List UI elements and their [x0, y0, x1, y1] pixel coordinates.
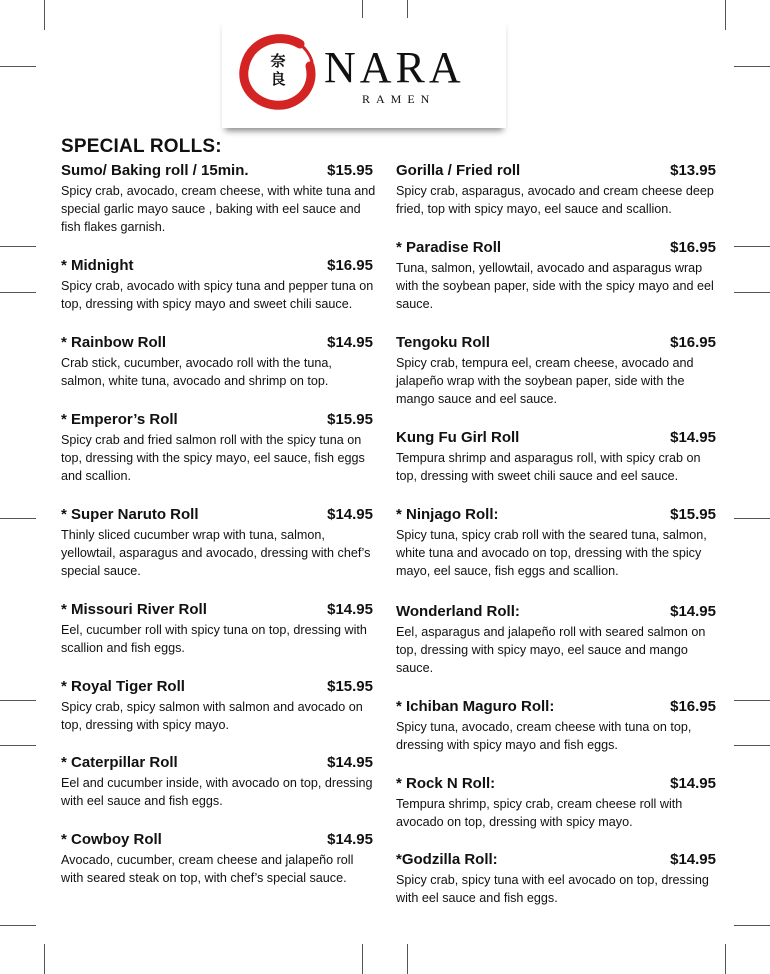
- menu-item: [61, 255, 377, 313]
- crop-mark: [734, 292, 770, 293]
- item-description: Spicy crab, asparagus, avocado and cream cheese deep fried, top with spicy mayo, eel sauce and scallion.: [396, 184, 714, 216]
- item-name: Sumo/ Baking roll / 15min.: [61, 162, 249, 179]
- item-description: Tuna, salmon, yellowtail, avocado and asparagus wrap with the soybean paper, side with the spicy mayo and eel sauce.: [396, 261, 714, 311]
- item-name: Tengoku Roll: [396, 334, 490, 351]
- item-price: $15.95: [327, 678, 373, 695]
- section-title: SPECIAL ROLLS:: [61, 136, 222, 157]
- item-price: $16.95: [670, 698, 716, 715]
- item-description: Spicy crab, spicy tuna with eel avocado on top, dressing with eel sauce and fish eggs.: [396, 873, 709, 905]
- menu-item: [396, 773, 720, 831]
- item-description: Spicy crab, spicy salmon with salmon and avocado on top, dressing with spicy mayo.: [61, 700, 363, 732]
- menu-item: [61, 504, 377, 580]
- item-name: Gorilla / Fried roll: [396, 162, 521, 179]
- item-price: $14.95: [670, 775, 716, 792]
- item-description: Spicy tuna, spicy crab roll with the seared tuna, salmon, white tuna and avocado on top, dressing with the spicy mayo, eel sauce, fish eggs and scallion.: [396, 528, 707, 578]
- menu-item: [396, 332, 720, 408]
- crop-mark: [734, 246, 770, 247]
- crop-mark: [0, 925, 36, 926]
- menu-item: [61, 829, 377, 887]
- item-price: $14.95: [327, 506, 373, 523]
- crop-mark: [407, 944, 408, 974]
- item-description: Spicy crab, avocado with spicy tuna and pepper tuna on top, dressing with spicy mayo and sweet chili sauce.: [61, 279, 374, 311]
- item-price: $16.95: [670, 239, 716, 256]
- logo-kanji: 奈 良: [270, 52, 286, 88]
- item-price: $15.95: [327, 162, 373, 179]
- menu-item: [396, 601, 720, 677]
- crop-mark: [725, 0, 726, 30]
- item-price: $14.95: [670, 851, 716, 868]
- item-description: Spicy crab, tempura eel, cream cheese, avocado and jalapeño wrap with the soybean paper, side with the mango sauce and eel sauce.: [396, 356, 694, 406]
- item-description: Spicy tuna, avocado, cream cheese with tuna on top, dressing with spicy mayo and fish eggs.: [396, 720, 692, 752]
- item-name: * Ichiban Maguro Roll:: [396, 698, 555, 715]
- crop-mark: [734, 745, 770, 746]
- item-name: * Rainbow Roll: [61, 334, 166, 351]
- item-description: Eel, cucumber roll with spicy tuna on top, dressing with scallion and fish eggs.: [61, 623, 367, 655]
- menu-item: [61, 599, 377, 657]
- item-description: Tempura shrimp and asparagus roll, with spicy crab on top, dressing with sweet chili sauce and eel sauce.: [396, 451, 701, 483]
- item-description: Avocado, cucumber, cream cheese and jalapeño roll with seared steak on top, with chef’s special sauce.: [61, 853, 354, 885]
- item-description: Tempura shrimp, spicy crab, cream cheese roll with avocado on top, dressing with spicy mayo.: [396, 797, 683, 829]
- item-name: Wonderland Roll:: [396, 603, 520, 620]
- item-name: * Royal Tiger Roll: [61, 678, 185, 695]
- item-price: $16.95: [327, 257, 373, 274]
- menu-item: [396, 696, 720, 754]
- menu-item: [61, 332, 377, 390]
- menu-item: [396, 427, 720, 485]
- item-name: * Super Naruto Roll: [61, 506, 199, 523]
- menu-item: [61, 160, 377, 236]
- menu-item: [61, 752, 377, 810]
- crop-mark: [725, 944, 726, 974]
- item-name: * Cowboy Roll: [61, 831, 162, 848]
- item-name: * Caterpillar Roll: [61, 754, 178, 771]
- menu-item: [61, 409, 377, 485]
- item-price: $14.95: [327, 601, 373, 618]
- item-description: Crab stick, cucumber, avocado roll with the tuna, salmon, white tuna, avocado and shrimp on top.: [61, 356, 332, 388]
- item-name: * Rock N Roll:: [396, 775, 496, 792]
- item-name: * Midnight: [61, 257, 134, 274]
- crop-mark: [0, 745, 36, 746]
- item-name: Kung Fu Girl Roll: [396, 429, 520, 446]
- crop-mark: [0, 246, 36, 247]
- crop-mark: [0, 292, 36, 293]
- item-name: * Emperor’s Roll: [61, 411, 178, 428]
- crop-mark: [44, 0, 45, 30]
- item-description: Eel and cucumber inside, with avocado on top, dressing with eel sauce and fish eggs.: [61, 776, 373, 808]
- crop-mark: [44, 944, 45, 974]
- item-description: Spicy crab, avocado, cream cheese, with white tuna and special garlic mayo sauce , baking with eel sauce and fish flakes garnish.: [61, 184, 376, 234]
- item-price: $14.95: [327, 334, 373, 351]
- menu-item: [396, 849, 720, 907]
- menu-item: [396, 160, 720, 218]
- item-price: $16.95: [670, 334, 716, 351]
- item-description: Thinly sliced cucumber wrap with tuna, salmon, yellowtail, asparagus and avocado, dressing with chef’s special sauce.: [61, 528, 371, 578]
- crop-mark: [734, 66, 770, 67]
- logo: [222, 18, 506, 128]
- logo-name: NARA: [324, 43, 465, 92]
- item-price: $14.95: [327, 831, 373, 848]
- crop-mark: [734, 925, 770, 926]
- item-description: Eel, asparagus and jalapeño roll with seared salmon on top, dressing with spicy mayo, eel sauce and mango sauce.: [396, 625, 706, 675]
- item-price: $14.95: [670, 603, 716, 620]
- item-price: $15.95: [670, 506, 716, 523]
- crop-mark: [362, 944, 363, 974]
- crop-mark: [734, 518, 770, 519]
- item-price: $14.95: [327, 754, 373, 771]
- item-name: *Godzilla Roll:: [396, 851, 498, 868]
- item-price: $13.95: [670, 162, 716, 179]
- item-price: $15.95: [327, 411, 373, 428]
- item-name: * Paradise Roll: [396, 239, 502, 256]
- crop-mark: [0, 518, 36, 519]
- menu-item: [61, 676, 377, 734]
- item-price: $14.95: [670, 429, 716, 446]
- menu-item: [396, 504, 720, 580]
- crop-mark: [0, 700, 36, 701]
- crop-mark: [734, 700, 770, 701]
- crop-mark: [0, 66, 36, 67]
- item-description: Spicy crab and fried salmon roll with the spicy tuna on top, dressing with the spicy mayo, eel sauce, fish eggs and scallion.: [61, 433, 365, 483]
- menu-item: [396, 237, 720, 313]
- item-name: * Missouri River Roll: [61, 601, 207, 618]
- logo-subtitle: RAMEN: [362, 92, 436, 106]
- item-name: * Ninjago Roll:: [396, 506, 499, 523]
